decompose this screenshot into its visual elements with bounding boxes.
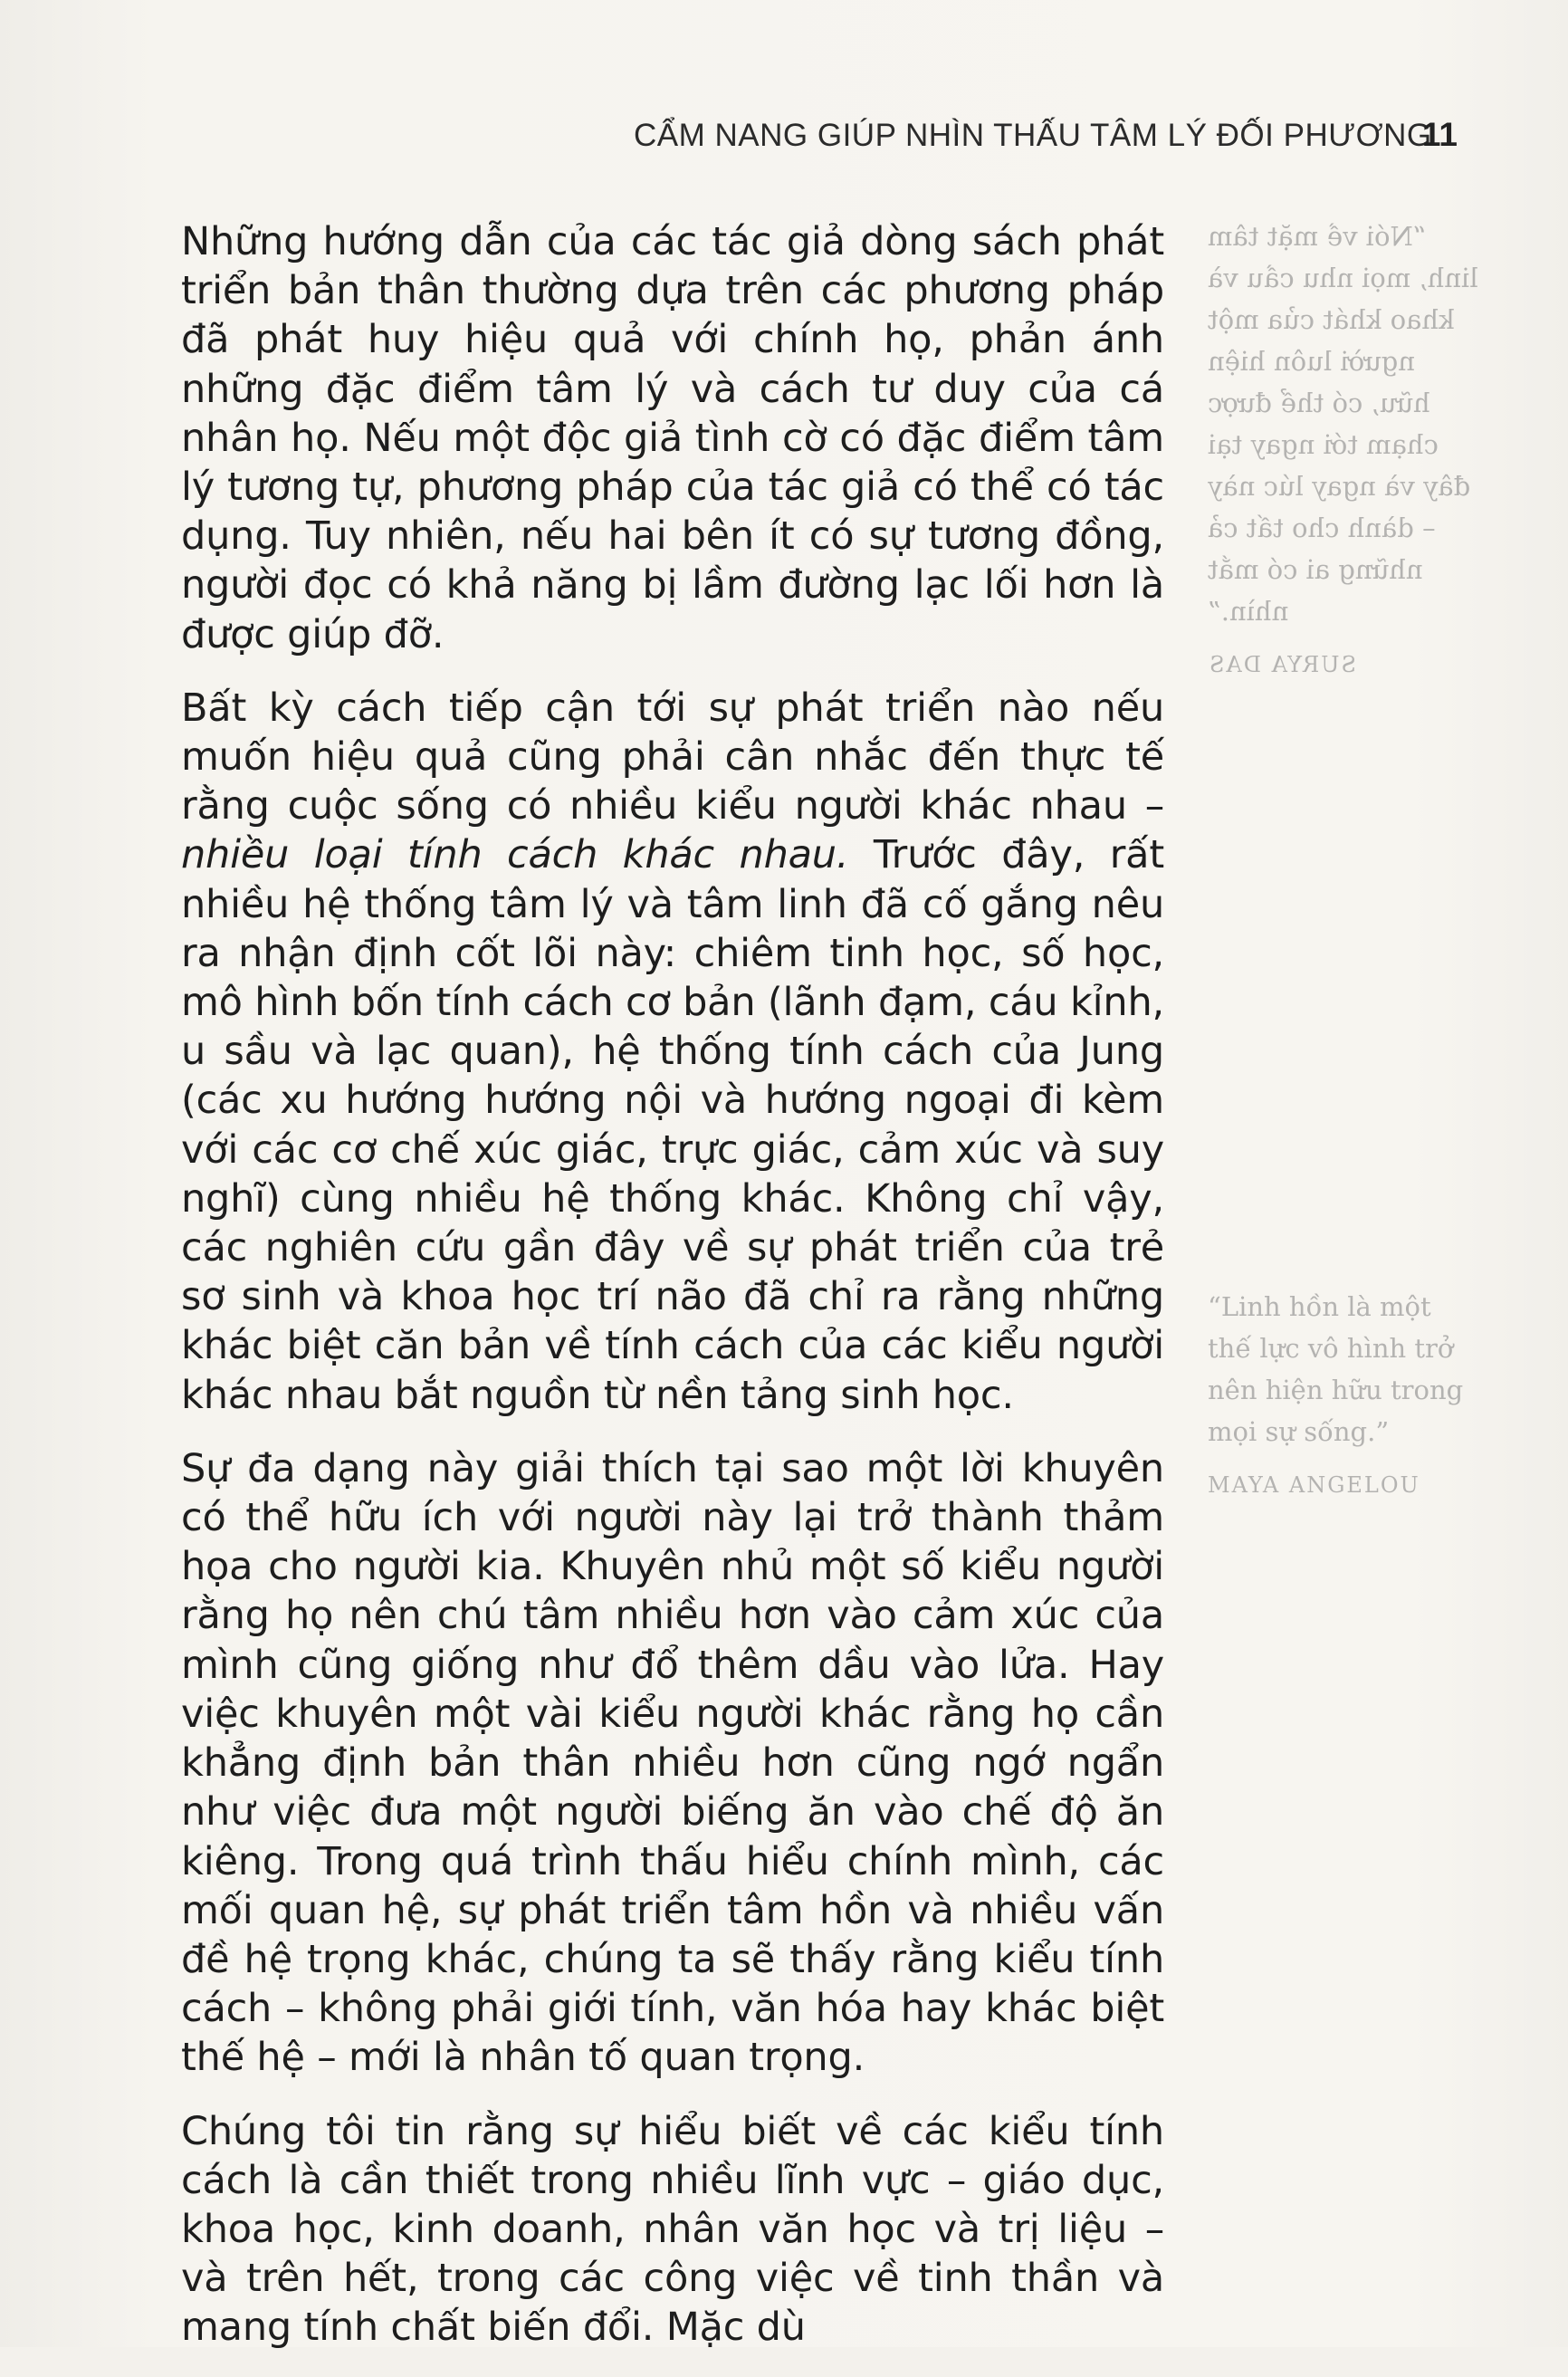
show-through-sidebar-quote-1 [1208,216,1479,681]
page-number: 11 [1421,116,1458,153]
paragraph-1: Những hướng dẫn của các tác giả dòng sách phát triển bản thân thường dựa trên các phương pháp đã phát huy hiệu quả với chính họ, phản ánh những đặc điểm tâm lý và cách tư duy của cá nhân họ. Nếu một độc giả tình cờ có đặc điểm tâm lý tương tự, phương pháp của tác giả có thể có tác dụng. Tuy nhiên, nếu hai bên ít có sự tương đồng, người đọc có khả năng bị lầm đường lạc lối hơn là được giúp đỡ. [181,219,1164,657]
running-header [634,110,1458,165]
header-title: CẨM NANG GIÚP NHÌN THẤU TÂM LÝ ĐỐI PHƯƠNG [634,118,1432,153]
sidebar-quote-2: “Linh hồn là một thế lực vô hình trở nên hiện hữu trong mọi sự sống.” [1208,1291,1464,1447]
main-text-column [181,217,1164,2377]
paragraph-4: Chúng tôi tin rằng sự hiểu biết về các kiểu tính cách là cần thiết trong nhiều lĩnh vực – giáo dục, khoa học, kinh doanh, nhân văn học và trị liệu – và trên hết, trong các công việc về tinh thần và mang tính chất biến đổi. Mặc dù [181,2108,1164,2351]
sidebar-author-2: MAYA ANGELOU [1208,1472,1420,1498]
paragraph-2 [181,684,1164,1420]
sidebar-author-1: SURYA DAS [1208,652,1356,677]
sidebar-quote-1: “Nói về mặt tâm linh, mọi nhu cầu và khao khát của một người luôn hiện hữu, có thể được chạm tới ngay tại đây và ngay lúc này – dành cho tất cả những ai có mắt nhìn.” [1208,221,1478,627]
paragraph-2-italic: nhiều loại tính cách khác nhau. [181,832,849,878]
paragraph-3: Sự đa dạng này giải thích tại sao một lời khuyên có thể hữu ích với người này lại trở thành thảm họa cho người kia. Khuyên nhủ một số kiểu người rằng họ nên chú tâm nhiều hơn vào cảm xúc của mình cũng giống như đổ thêm dầu vào lửa. Hay việc khuyên một vài kiểu người khác rằng họ cần khẳng định bản thân nhiều hơn cũng ngớ ngẩn như việc đưa một người biếng ăn vào chế độ ăn kiêng. Trong quá trình thấu hiểu chính mình, các mối quan hệ, sự phát triển tâm hồn và nhiều vấn đề hệ trọng khác, chúng ta sẽ thấy rằng kiểu tính cách – không phải giới tính, văn hóa hay khác biệt thế hệ – mới là nhân tố quan trọng. [181,1445,1164,2081]
sidebar-quote-block-2 [1208,1286,1479,1501]
paragraph-2-end: Trước đây, rất nhiều hệ thống tâm lý và tâm linh đã cố gắng nêu ra nhận định cốt lõi này: chiêm tinh học, số học, mô hình bốn tính cách cơ bản (lãnh đạm, cáu kỉnh, u sầu và lạc quan), hệ thống tính cách của Jung (các xu hướng hướng nội và hướng ngoại đi kèm với các cơ chế xúc giác, trực giác, cảm xúc và suy nghĩ) cùng nhiều hệ thống khác. Không chỉ vậy, các nghiên cứu gần đây về sự phát triển của trẻ sơ sinh và khoa học trí não đã chỉ ra rằng những khác biệt căn bản về tính cách của các kiểu người khác nhau bắt nguồn từ nền tảng sinh học. [181,832,1164,1418]
paragraph-2-start: Bất kỳ cách tiếp cận tới sự phát triển nào nếu muốn hiệu quả cũng phải cân nhắc đến thực tế rằng cuộc sống có nhiều kiểu người khác nhau – [181,685,1164,829]
